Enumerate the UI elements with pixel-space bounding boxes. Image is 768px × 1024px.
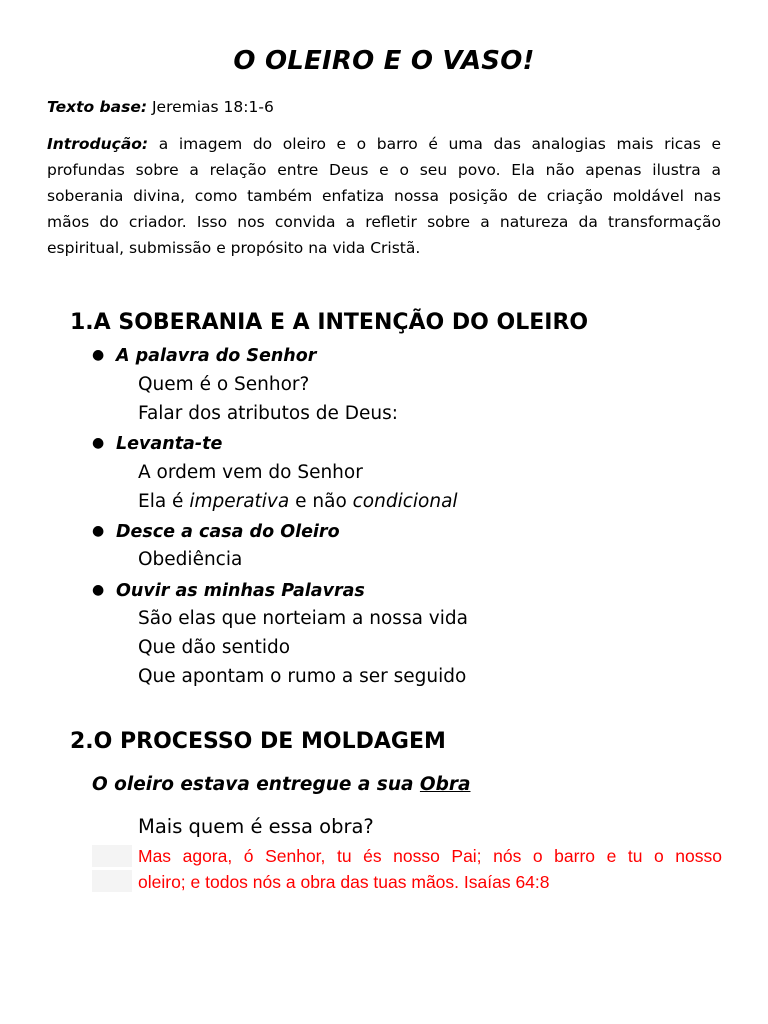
bullet-item [92, 434, 222, 454]
sub-line: São elas que norteiam a nossa vida [138, 608, 468, 629]
bullet-label: Desce a casa do Oleiro [116, 522, 340, 542]
texto-base-label: Texto base: [47, 98, 148, 116]
bullet-icon: ● [92, 582, 105, 598]
intro-line: espiritual, submissão e propósito na vida Cristã. [47, 239, 421, 257]
introducao-label: Introdução: [47, 135, 149, 153]
bullet-item [92, 581, 365, 601]
section2-subheading: O oleiro estava entregue a sua Obra [92, 774, 471, 795]
sub-line: Falar dos atributos de Deus: [138, 403, 398, 424]
question-line: Mais quem é essa obra? [138, 815, 374, 838]
bullet-label: Ouvir as minhas Palavras [116, 581, 365, 601]
sub-line: Quem é o Senhor? [138, 374, 310, 395]
introducao-paragraph [47, 131, 721, 261]
intro-line: mãos do criador. Isso nos convida a refletir sobre a natureza da transformação [47, 213, 721, 231]
bullet-label: A palavra do Senhor [116, 346, 317, 366]
obra-underlined: Obra [419, 774, 471, 795]
sub-line: Ela é imperativa e não condicional [138, 491, 458, 512]
sub-line: Obediência [138, 549, 243, 570]
page-title: O OLEIRO E O VASO! [233, 46, 535, 76]
quote-highlight [92, 870, 132, 892]
quote-text [138, 843, 722, 895]
quote-line: Mas agora, ó Senhor, tu és nosso Pai; nós o barro e tu o nosso [138, 846, 722, 866]
bullet-icon: ● [92, 347, 105, 363]
sub-line: Que apontam o rumo a ser seguido [138, 666, 467, 687]
bullet-icon: ● [92, 435, 105, 451]
section2-heading: 2.O PROCESSO DE MOLDAGEM [70, 729, 446, 754]
quote-highlight [92, 845, 132, 867]
bullet-item [92, 522, 340, 542]
section1-heading: 1.A SOBERANIA E A INTENÇÃO DO OLEIRO [70, 310, 589, 335]
intro-line: profundas sobre a relação entre Deus e o seu povo. Ela não apenas ilustra a [47, 161, 721, 179]
quote-line: oleiro; e todos nós a obra das tuas mãos. Isaías 64:8 [138, 872, 550, 892]
intro-line: soberania divina, como também enfatiza nossa posição de criação moldável nas [47, 187, 721, 205]
sub-line: A ordem vem do Senhor [138, 462, 363, 483]
bullet-item [92, 346, 316, 366]
texto-base-line [47, 98, 274, 116]
intro-line: Introdução: a imagem do oleiro e o barro é uma das analogias mais ricas e [47, 135, 721, 153]
bullet-icon: ● [92, 523, 105, 539]
texto-base-value: Jeremias 18:1-6 [147, 98, 274, 116]
bullet-label: Levanta-te [116, 434, 223, 454]
sub-line: Que dão sentido [138, 637, 291, 658]
